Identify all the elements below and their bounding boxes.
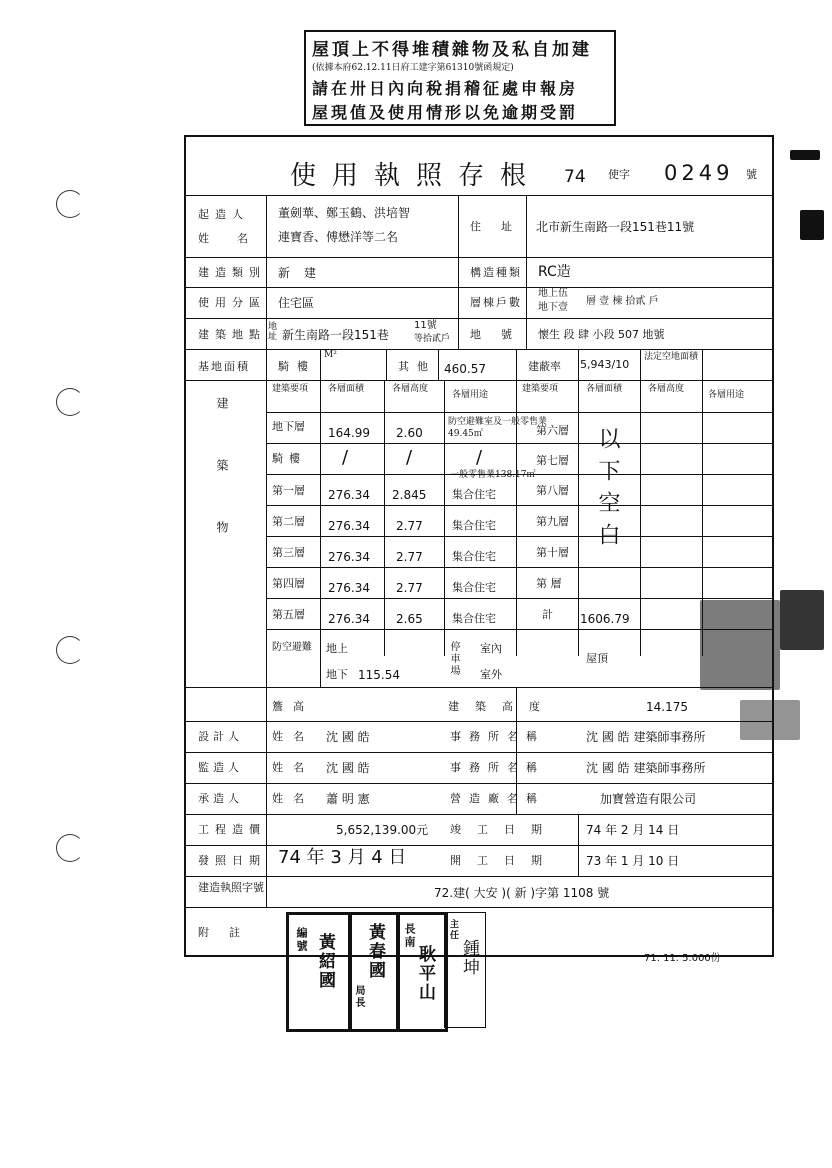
floor-use: / xyxy=(476,447,483,468)
address-label: 住址 xyxy=(470,220,532,233)
floor-area: 276.34 xyxy=(328,581,370,595)
floor-use: 集合住宅 xyxy=(452,581,496,594)
floor-height: 2.845 xyxy=(392,488,427,502)
applicant-names: 董劍華、鄭玉鶴、洪培智 xyxy=(278,206,411,220)
parking-indoor: 室內 xyxy=(480,642,502,655)
applicant-label: 起造人 xyxy=(198,208,249,221)
designer-firm: 沈 國 皓 建築師事務所 xyxy=(586,730,706,744)
floor-use: 防空避難室及一般零售業49.45㎡ xyxy=(448,417,548,439)
total-height-label: 建築高度 xyxy=(448,700,556,713)
approval-stamp xyxy=(348,912,400,1032)
stamp-text: 黃春國 xyxy=(365,923,385,980)
scan-noise xyxy=(800,210,824,240)
scan-noise xyxy=(780,590,824,650)
supervisor-label: 監造人 xyxy=(198,761,243,774)
stamp-text: 長南 xyxy=(403,923,416,949)
parking-outdoor: 室外 xyxy=(480,668,502,681)
approval-stamp xyxy=(444,912,486,1028)
permit-number: 0249 xyxy=(664,161,734,185)
contractor-label: 承造人 xyxy=(198,792,243,805)
floor-name-2: 計 xyxy=(542,608,553,621)
company-label: 營造廠名稱 xyxy=(450,792,545,805)
floor-name: 第四層 xyxy=(272,577,305,590)
stamp-text: 局長 xyxy=(353,985,364,1009)
total-height-value: 14.175 xyxy=(646,700,688,714)
floor-area: 276.34 xyxy=(328,488,370,502)
col-head-item: 建築要項 xyxy=(272,384,309,394)
floors-count: 層 壹 棟 拾貳 戶 xyxy=(586,296,659,307)
floor-height: 2.77 xyxy=(396,550,423,564)
floor-name: 第一層 xyxy=(272,484,305,497)
floor-height: 2.60 xyxy=(396,426,423,440)
building-section-label: 建築物 xyxy=(215,397,229,583)
approval-stamp xyxy=(396,912,448,1032)
notice-line-1: 屋頂上不得堆積雜物及私自加建 xyxy=(312,40,592,60)
designer-firm-label: 事務所名稱 xyxy=(450,730,545,743)
site-address-extra-2: 等拾貳戶 xyxy=(414,334,451,344)
footer-code: 71. 11. 5.000份 xyxy=(644,953,721,964)
floor-area: 276.34 xyxy=(328,519,370,533)
zone-label: 使用分區 xyxy=(198,296,266,309)
floor-area: 164.99 xyxy=(328,426,370,440)
col-head-item-2: 建築要項 xyxy=(522,384,559,394)
company-name: 加寶營造有限公司 xyxy=(600,792,697,806)
permit-suffix: 號 xyxy=(746,168,757,181)
issue-value: 74 年 3 月 4 日 xyxy=(278,847,407,868)
below-blank-note: 以下空白 xyxy=(595,427,620,555)
contractor-name-label: 姓名 xyxy=(272,792,314,805)
floor-height: / xyxy=(406,447,413,468)
shelter-above: 地上 xyxy=(326,642,348,655)
floor-name-2: 第六層 xyxy=(536,424,569,437)
supervisor-firm-label: 事務所名稱 xyxy=(450,761,545,774)
coverage-label: 建蔽率 xyxy=(528,360,561,373)
stamp-text: 編號 xyxy=(295,927,308,953)
site-address-extra: 11號 xyxy=(414,320,437,331)
floor-name: 地下層 xyxy=(272,420,305,433)
stamp-text: 黃紹國 xyxy=(315,933,335,990)
area-other-value: 460.57 xyxy=(444,362,486,376)
permit-year: 74 xyxy=(564,167,586,187)
scan-noise xyxy=(790,150,820,160)
floor-use: 集合住宅 xyxy=(452,488,496,501)
cost-value: 5,652,139.00元 xyxy=(336,823,429,837)
eaves-label: 簷高 xyxy=(272,700,314,713)
supervisor-name-label: 姓名 xyxy=(272,761,314,774)
roof-label: 屋頂 xyxy=(586,652,608,665)
notice-line-4: 屋現值及使用情形以免逾期受罰 xyxy=(312,103,579,122)
shelter-label: 防空避難 xyxy=(272,642,312,653)
structure-label: 構造種類 xyxy=(470,266,522,279)
coverage-value: 5,943/10 xyxy=(580,358,630,371)
area-label: 基地面積 xyxy=(198,360,250,373)
permit-form xyxy=(184,135,774,957)
complete-value: 74 年 2 月 14 日 xyxy=(586,823,680,837)
floor-use-extra: 一般零售業138.17㎡ xyxy=(450,470,536,480)
binder-hole xyxy=(56,190,84,218)
supervisor-firm: 沈 國 皓 建築師事務所 xyxy=(586,761,706,775)
form-title: 使用執照存根 xyxy=(290,161,543,191)
address-value: 北市新生南路一段151巷11號 xyxy=(536,220,695,234)
category-value: 新建 xyxy=(278,266,331,280)
lot-value: 懷生 段 肆 小段 507 地號 xyxy=(538,328,665,341)
start-label: 開工日期 xyxy=(450,854,558,867)
stamp-text: 耿平山 xyxy=(415,945,435,1002)
notice-line-3: 請在卅日內向稅捐稽征處申報房 xyxy=(312,79,579,98)
site-label: 建築地點 xyxy=(198,328,266,341)
cost-label: 工程造價 xyxy=(198,823,266,836)
permit-char: 使字 xyxy=(608,168,630,181)
parking-label: 停車場 xyxy=(448,641,459,677)
floor-height: 2.65 xyxy=(396,612,423,626)
applicant-names-2: 連寶香、傅懋洋等二名 xyxy=(278,230,399,244)
floor-area: / xyxy=(342,447,349,468)
permit-ref-value: 72.建( 大安 )( 新 )字第 1108 號 xyxy=(434,886,610,900)
category-label: 建造類別 xyxy=(198,266,266,279)
lot-label: 地號 xyxy=(470,328,532,341)
floor-use: 集合住宅 xyxy=(452,519,496,532)
start-value: 73 年 1 月 10 日 xyxy=(586,854,680,868)
floors-below: 地下壹 xyxy=(538,302,568,313)
col-head-area: 各層面積 xyxy=(328,384,365,394)
floor-height: 2.77 xyxy=(396,519,423,533)
site-addr-tag: 地址 xyxy=(266,321,276,341)
area-other-label: 其他 xyxy=(398,360,436,373)
shelter-below-value: 115.54 xyxy=(358,668,400,682)
stamp-text: 鍾坤 xyxy=(459,939,479,977)
binder-hole xyxy=(56,388,84,416)
floors-label: 層棟戶數 xyxy=(470,296,522,309)
floor-use: 集合住宅 xyxy=(452,612,496,625)
site-address: 新生南路一段151巷 xyxy=(282,328,389,342)
structure-value: RC造 xyxy=(538,264,571,280)
floor-name-2: 第十層 xyxy=(536,546,569,559)
floor-name-2: 第 層 xyxy=(536,577,562,590)
approval-stamp xyxy=(286,912,352,1032)
floor-area: 276.34 xyxy=(328,550,370,564)
open-space-label: 法定空地面積 xyxy=(644,352,699,362)
col-head-height-2: 各層高度 xyxy=(648,384,685,394)
designer-name-label: 姓名 xyxy=(272,730,314,743)
notice-line-2: (依據本府62.12.11日府工建字第61310號函規定) xyxy=(312,63,514,73)
zone-value: 住宅區 xyxy=(278,296,315,310)
complete-label: 竣工日期 xyxy=(450,823,558,836)
supervisor-name: 沈 國 皓 xyxy=(326,761,370,775)
shelter-below: 地下 xyxy=(326,668,348,681)
designer-name: 沈 國 皓 xyxy=(326,730,370,744)
arcade-label: 騎樓 xyxy=(278,360,316,373)
floors-above: 地上伍 xyxy=(538,288,568,299)
binder-hole xyxy=(56,834,84,862)
applicant-label-2: 姓名 xyxy=(198,232,276,245)
floor-area: 276.34 xyxy=(328,612,370,626)
attachment-label: 附註 xyxy=(198,926,260,939)
stamp-text: 主任 xyxy=(448,919,458,941)
issue-label: 發照日期 xyxy=(198,854,266,867)
floor-area-total: 1606.79 xyxy=(580,612,630,626)
contractor-name: 蕭 明 憲 xyxy=(326,792,370,806)
col-head-height: 各層高度 xyxy=(392,384,429,394)
permit-ref-label: 建造執照字號 xyxy=(198,881,264,894)
col-head-use: 各層用途 xyxy=(452,390,489,400)
floor-use: 集合住宅 xyxy=(452,550,496,563)
floor-height: 2.77 xyxy=(396,581,423,595)
floor-name: 第五層 xyxy=(272,608,305,621)
floor-name-2: 第七層 xyxy=(536,454,569,467)
col-head-use-2: 各層用途 xyxy=(708,390,745,400)
col-head-area-2: 各層面積 xyxy=(586,384,623,394)
binder-hole xyxy=(56,636,84,664)
designer-label: 設計人 xyxy=(198,730,243,743)
notice-box xyxy=(304,30,616,126)
floor-name-2: 第八層 xyxy=(536,484,569,497)
floor-name: 騎樓 xyxy=(272,452,306,465)
floor-name: 第二層 xyxy=(272,515,305,528)
floor-name-2: 第九層 xyxy=(536,515,569,528)
arcade-unit: M² xyxy=(324,350,337,360)
floor-name: 第三層 xyxy=(272,546,305,559)
